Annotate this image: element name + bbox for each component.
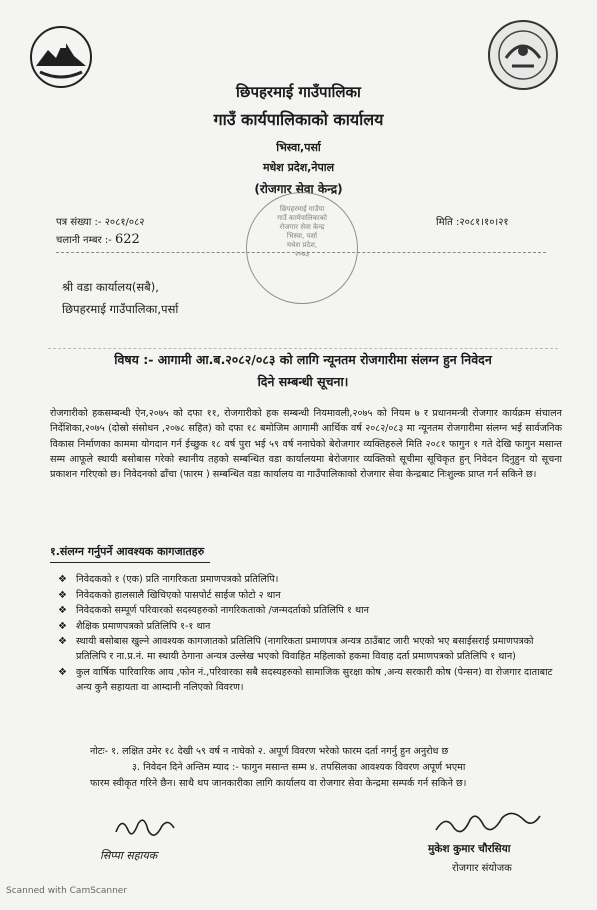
office-address: भिस्वा,पर्सा	[276, 141, 321, 154]
diamond-bullet-icon: ❖	[58, 620, 67, 632]
diamond-bullet-icon: ❖	[58, 589, 67, 601]
list-item: ❖ निवेदकको १ (एक) प्रति नागरिकता प्रमाणपत्रको प्रतिलिपि।	[58, 574, 279, 585]
org-name: छिपहरमाई गाउँपालिका	[236, 83, 361, 101]
documents-list	[58, 572, 558, 695]
left-signature-title: सिप्पा सहायक	[100, 849, 158, 862]
office-province: मधेश प्रदेश,नेपाल	[262, 161, 335, 174]
stamp-text: छिपहरमाई गाउँपा गाउँ कार्यपालिकाको रोजगार सेवा केन्द्र भिस्वा, पर्सा मधेश प्रदेश, २०७३	[277, 205, 327, 258]
diamond-bullet-icon: ❖	[58, 636, 67, 647]
office-stamp	[246, 192, 358, 304]
section-underline	[50, 562, 210, 563]
right-signature	[432, 806, 542, 844]
signatory-name: मुकेश कुमार चौरसिया	[428, 843, 511, 855]
list-item: ❖ स्थायी बसोबास खुल्ने आवश्यक कागजातको प्रतिलिपि (नागरिकता प्रमाणपत्र अन्यत्र ठाउँबाट जारी भएको भए बसाईसराई प्रमाणपत्रको प्रतिलिपि र ना.प्र.नं. मा स्थायी ठेगाना अन्यत्र उल्लेख भएको विवाहित महिलाको हकमा विवाह दर्ता प्रमाणपत्रको प्रतिलिपि १ थान)	[58, 636, 534, 662]
chalani-value: 622	[114, 232, 140, 247]
section-heading: १.संलग्न गर्नुपर्ने आवश्यक कागजातहरु	[50, 545, 205, 558]
office-unit: (रोजगार सेवा केन्द्र)	[254, 182, 343, 196]
list-item: ❖ शैक्षिक प्रमाणपत्रको प्रतिलिपि १-१ थान	[58, 620, 211, 632]
list-item: ❖ निवेदकको हालसालै खिचिएको पासपोर्ट साईज फोटो २ थान	[58, 589, 281, 601]
list-item: ❖ निवेदकको सम्पूर्ण परिवारको सदस्यहरुको नागरिकताको /जन्मदर्ताको प्रतिलिपि १ थान	[58, 605, 369, 616]
office-name: गाउँ कार्यपालिकाको कार्यालय	[213, 110, 384, 129]
signatory-title: रोजगार संयोजक	[452, 863, 512, 874]
diamond-bullet-icon: ❖	[58, 574, 67, 585]
note-line1: नोटः- १. लक्षित उमेर १८ देखी ५९ वर्ष न नाघेको २. अपूर्ण विवरण भरेको फारम दर्ता नगर्नु हुन अनुरोध छ	[90, 746, 449, 757]
patra-sankhya: पत्र संख्या :- २०८१/०८२	[56, 217, 145, 228]
note-line3: फारम स्वीकृत गरिने छैन। साथै थप जानकारीका लागि कार्यालय वा रोजगार सेवा केन्द्रमा सम्पर्क गर्न सकिने छ।	[90, 778, 467, 789]
diamond-bullet-icon: ❖	[58, 605, 67, 616]
chalani-label: चलानी नम्बर :-	[56, 235, 112, 246]
diamond-bullet-icon: ❖	[58, 666, 67, 678]
body-paragraph: रोजगारीको हकसम्बन्धी ऐन,२०७५ को दफा ११, रोजगारीको हक सम्बन्धी नियमावली,२०७५ को नियम ७ र प्रधानमन्त्री रोजगार कार्यक्रम संचालन निर्देशिका,२०७५ (दोस्रो संसोधन ,२०७८ सहित) को दफा १८ बमोजिम आगामी आर्थिक वर्ष २०८२/०८३ मा न्यूनतम रोजगारीमा संलग्न भई सार्वजनिक विकास निर्माणका काममा योगदान गर्न ईच्छुक १८ वर्ष पुरा भई ५९ वर्ष ननाघेको बेरोजगार व्यक्तिहरुले मिति २०८१ फागुन १ गते देखि फागुन मसान्त सम्म आफूले स्थायी बसोबास गरेको स्थानीय तहको सम्बन्धित वडा कार्यालयमा बेरोजगार व्यक्तिको सूचीमा सूचिकृत हुन् निवेदन दिनुहुन यो सूचना प्रकाशन गरिएको छ। निवेदनको ढाँचा (फारम ) सम्बन्धित वडा कार्यालय वा गाउँपालिकाको रोजगार सेवा केन्द्रबाट निःशुल्क प्राप्त गर्न सकिने छ।	[50, 408, 562, 481]
chalani-number	[56, 232, 140, 247]
recipient-line2: छिपहरमाई गाउँपालिका,पर्सा	[62, 302, 179, 316]
note-line2: ३. निवेदन दिने अन्तिम म्याद :- फागुन मसान्त सम्म ४. तपसिलका आवश्यक विवरण अपूर्ण भएमा	[132, 762, 466, 773]
header-divider	[56, 252, 546, 253]
miti: मिति :२०८१।१०।२१	[436, 217, 509, 228]
employment-service-logo	[486, 18, 556, 88]
left-signature	[110, 812, 180, 850]
list-item: ❖ कुल वार्षिक पारिवारिक आय ,फोन नं.,परिवारका सबै सदस्यहरुको सामाजिक सुरक्षा कोष ,अन्य सरकारी कोष (पेन्सन) वा रोजगार दाताबाट अन्य कुनै सहायता वा आम्दानी नलिएको विवरण।	[58, 666, 553, 693]
subject: विषय :- आगामी आ.ब.२०८२/०८३ को लागि न्यूनतम रोजगारीमा संलग्न हुन निवेदन दिने सम्बन्धी सूचना।	[48, 348, 558, 397]
recipient-line1: श्री वडा कार्यालय(सबै),	[62, 280, 159, 294]
scanner-watermark: Scanned with CamScanner	[6, 886, 128, 896]
